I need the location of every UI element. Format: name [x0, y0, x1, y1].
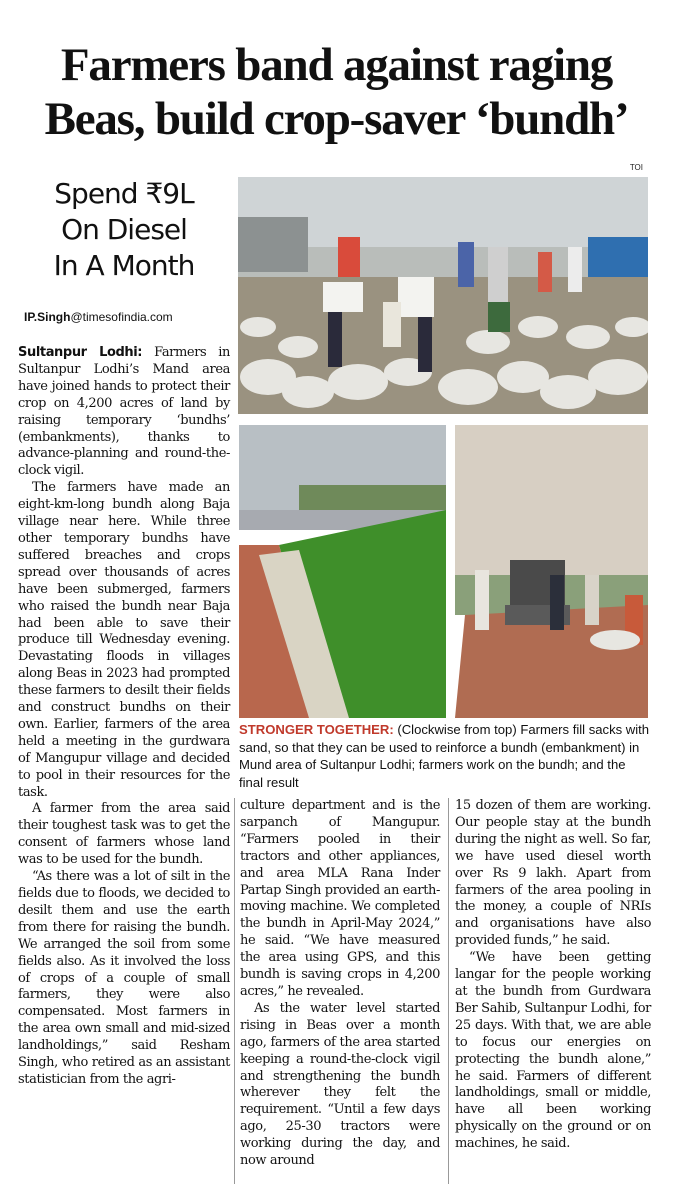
paragraph-5: culture department and is the sarpanch of Mangupur. “Farmers pooled in their tractors and other appliances, and area MLA Rana Inder Partap Singh provided an earth-moving machine. We completed the bundh in April-May 2024,” he said. “We have measured the area using GPS, and this bundh is saving crops in 4,200 acres,” he revealed.	[240, 798, 440, 999]
article-column-1	[18, 345, 230, 1089]
headline	[0, 38, 673, 146]
caption-label: STRONGER TOGETHER:	[239, 722, 394, 737]
paragraph-2: The farmers have made an eight-km-long bundh along Baja village near here. While three other temporary bundhs have suffered breaches and crops spread over thousands of acres have been submerged, farmers who raised the bundh near Baja had been able to save their produce till Wednesday evening. Devastating floods in villages along Beas in 2023 had prompted these farmers to desilt their fields and construct bundhs on their own. Earlier, farmers of the area held a meeting in the gurdwara of Mangupur village and decided to pool in their resources for the task.	[18, 480, 230, 800]
paragraph-6: As the water level started rising in Beas over a month ago, farmers of the area started keeping a round-the-clock vigil and strengthening the bundh wherever they felt the requirement. “Until a few days ago, 25-30 tractors were working during the day, and now around	[240, 1000, 440, 1169]
byline-name: IP.Singh	[24, 310, 71, 324]
paragraph-4: “As there was a lot of silt in the fields due to floods, we decided to desilt them and use the earth from there for raising the bundh. We arranged the soil from some fields also. As it involved the loss of crops of a couple of small farmers, they were also compensated. Most farmers in the area own small and mid-sized landholdings,” said Resham Singh, who retired as an assistant statistician from the agri-	[18, 869, 230, 1087]
photo-farmers-filling-sacks	[238, 177, 648, 414]
paragraph-7: 15 dozen of them are working. Our people stay at the bundh during the night as well. So far, we have used diesel worth over Rs 9 lakh. Apart from farmers of the area pooling in the money, a couple of NRIs and organisations have also provided funds,” he said.	[455, 798, 651, 949]
column-divider-2	[448, 798, 449, 1184]
column-divider-1	[234, 798, 235, 1184]
paragraph-8: “We have been getting langar for the people working at the bundh from Gurdwara Ber Sahib, Sultanpur Lodhi, for 25 days. With that, we are able to focus our energies on protecting the bundh alone,” he said. Farmers of different landholdings, small or middle, have all been working physically on the ground or on machines, he said.	[455, 950, 651, 1152]
paragraph-1-text: Farmers in Sultanpur Lodhi’s Mand area have joined hands to protect their crop on 4,200 acres of land by raising temporary ‘bundhs’ (embankments), thanks to advance-planning and round-the-clock vigil.	[18, 345, 230, 479]
dateline: Sultanpur Lodhi:	[18, 345, 143, 360]
headline-line-2: Beas, build crop-saver ‘bundh’	[44, 93, 629, 145]
article-column-3	[455, 798, 651, 1153]
deck	[18, 176, 230, 284]
byline-email: @timesofindia.com	[70, 310, 173, 324]
photo-caption	[239, 721, 651, 791]
deck-line-2: On Diesel	[61, 213, 187, 246]
photo-tractor-on-bundh	[455, 425, 648, 718]
paragraph-1	[18, 345, 230, 480]
article-column-2	[240, 798, 440, 1170]
headline-line-1: Farmers band against raging	[60, 39, 613, 91]
paragraph-3: A farmer from the area said their toughest task was to get the consent of farmers whose land was to be used for the bundh.	[18, 801, 230, 868]
deck-line-1: Spend ₹9L	[54, 177, 194, 210]
byline	[24, 310, 236, 324]
photo-bundh-field	[239, 425, 446, 718]
caption-text: (Clockwise from top) Farmers fill sacks with sand, so that they can be used to reinforce a bundh (embankment) in Mund area of Sultanpur Lodhi; farmers work on the bundh; and the final result	[239, 722, 650, 790]
photo-credit: TOI	[629, 163, 643, 172]
deck-line-3: In A Month	[53, 249, 195, 282]
